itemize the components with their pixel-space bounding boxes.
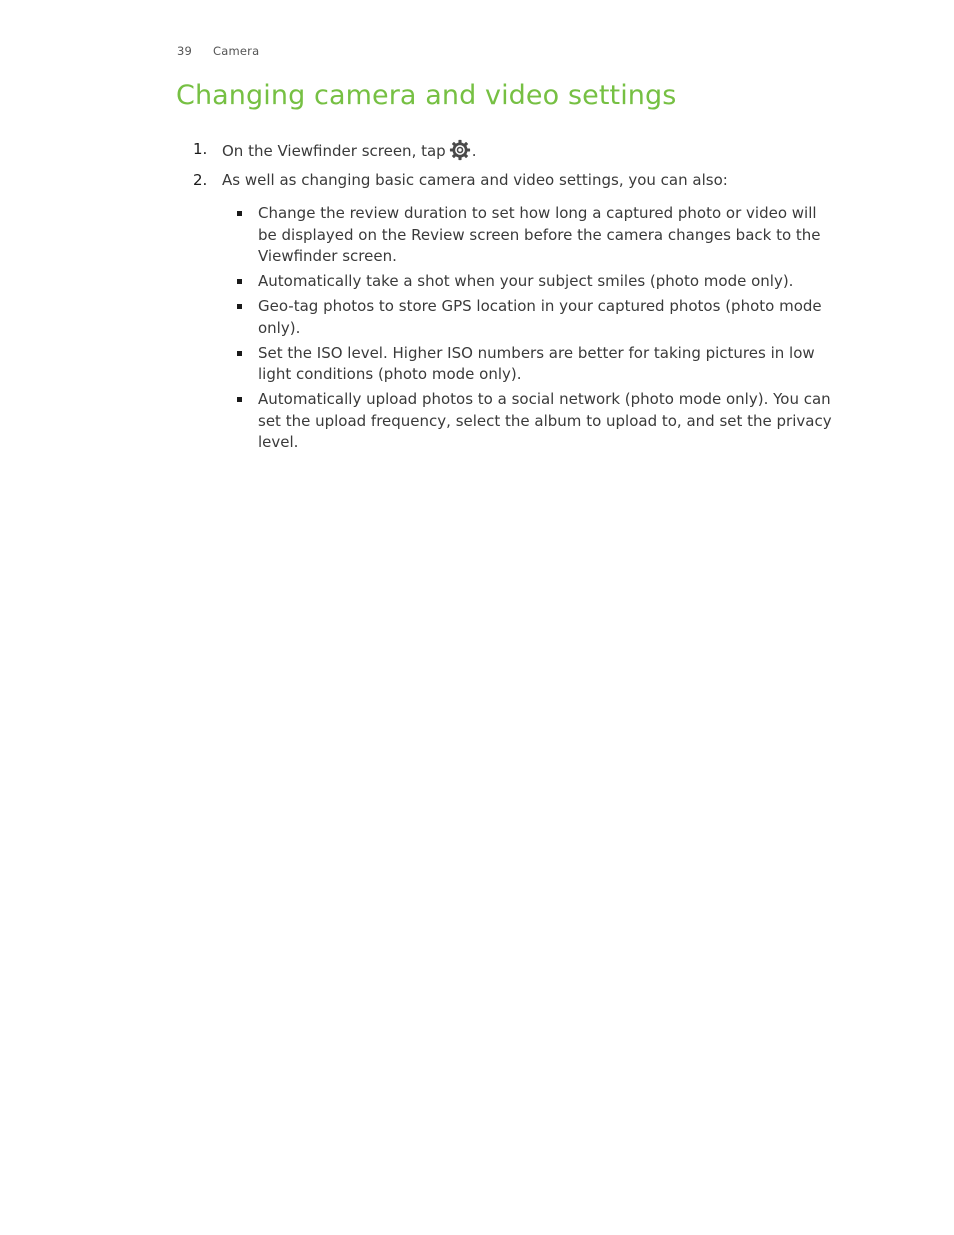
bullet-square-icon: [237, 351, 242, 356]
settings-options-list: [236, 203, 836, 457]
step-number: 1.: [193, 140, 208, 158]
section-title: Changing camera and video settings: [176, 80, 677, 111]
list-item-text: Set the ISO level. Higher ISO numbers are better for taking pictures in low light conditions (photo mode only).: [258, 343, 815, 383]
list-item: [236, 271, 836, 293]
list-item: [236, 343, 836, 386]
step-text: As well as changing basic camera and video settings, you can also:: [222, 171, 728, 189]
list-item: [236, 296, 836, 339]
list-item-text: Automatically upload photos to a social network (photo mode only). You can set the upload frequency, select the album to upload to, and set the privacy level.: [258, 390, 832, 451]
bullet-square-icon: [237, 211, 242, 216]
bullet-square-icon: [237, 304, 242, 309]
bullet-square-icon: [237, 279, 242, 284]
list-item: [236, 389, 836, 454]
step-text-before-icon: On the Viewfinder screen, tap: [222, 142, 446, 160]
settings-gear-icon: [449, 139, 471, 161]
step-text-after-icon: .: [471, 142, 477, 160]
chapter-name: Camera: [213, 44, 260, 58]
step-number: 2.: [193, 171, 208, 189]
list-item-text: Geo-tag photos to store GPS location in your captured photos (photo mode only).: [258, 297, 822, 337]
list-item-text: Change the review duration to set how long a captured photo or video will be displayed on the Review screen before the camera changes back to the Viewfinder screen.: [258, 204, 821, 265]
step-text: [222, 139, 476, 162]
bullet-square-icon: [237, 397, 242, 402]
list-item: [236, 203, 836, 268]
page-number: 39: [177, 44, 193, 58]
running-header: [177, 44, 259, 58]
list-item-text: Automatically take a shot when your subject smiles (photo mode only).: [258, 272, 794, 290]
